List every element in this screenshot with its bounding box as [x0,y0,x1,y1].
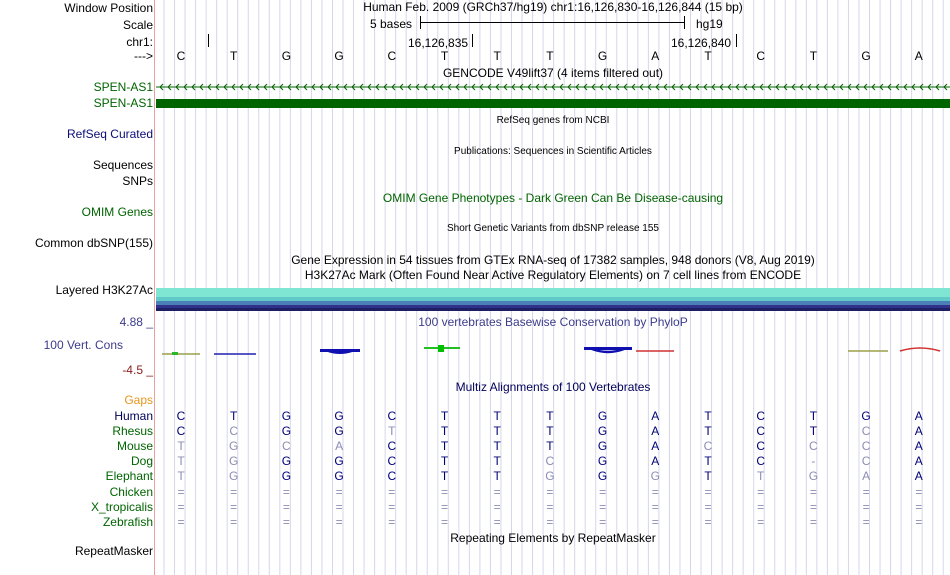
gencode-track-title[interactable]: GENCODE V49lift37 (4 items filtered out) [442,66,664,80]
aligned-base: G [334,409,344,423]
common-dbsnp-label[interactable]: Common dbSNP(155) [34,236,153,250]
aligned-base: = [862,514,870,529]
aligned-base: G [545,469,555,484]
aligned-base: T [704,454,712,469]
aligned-base: G [597,424,608,439]
aligned-base: = [546,499,554,514]
aligned-base: = [599,499,607,514]
aligned-base: T [757,469,765,484]
phylop-mark-7 [438,345,444,352]
aligned-base: T [493,454,501,469]
aligned-base: A [914,454,923,469]
aligned-base: T [177,454,185,469]
publications-track-title[interactable]: Publications: Sequences in Scientific Articles [454,146,652,157]
scale-bar [420,22,684,23]
window-position-label: Window Position [64,1,153,15]
aligned-base: C [176,424,186,439]
phylop-max-label: 4.88 _ [119,315,153,329]
aligned-base: = [177,484,185,499]
reference-bases [0,49,950,63]
aligned-base: = [493,499,501,514]
reference-base: C [176,49,186,63]
aligned-base: = [335,484,343,499]
aligned-base: = [230,514,238,529]
chrom-label: chr1: [126,35,153,49]
layered-h3k27ac-label[interactable]: Layered H3K27Ac [55,283,153,297]
species-label[interactable]: Human [114,409,153,423]
aligned-base: A [914,469,923,484]
aligned-base: = [230,484,238,499]
reference-base: A [914,49,923,63]
species-label[interactable]: Mouse [116,439,153,454]
aligned-base: T [388,424,396,439]
scale-text: 5 bases [370,17,413,31]
repeatmasker-label[interactable]: RepeatMasker [74,544,153,558]
scale-bar-right-tick [684,16,685,29]
aligned-base: T [230,409,238,423]
ruler-tick-1 [208,34,209,47]
aligned-base: = [809,499,817,514]
aligned-base: = [388,514,396,529]
aligned-base: T [493,439,501,454]
aligned-base: = [335,514,343,529]
aligned-base: = [177,514,185,529]
aligned-base: T [546,439,554,454]
aligned-base: A [914,409,923,423]
aligned-base: C [861,439,871,454]
aligned-base: T [177,469,185,484]
refseq-curated-label[interactable]: RefSeq Curated [66,127,153,141]
aligned-base: A [651,424,660,439]
aligned-base: = [809,484,817,499]
aligned-base: = [493,514,501,529]
aligned-base: = [915,499,923,514]
phylop-mark-2 [172,352,178,355]
reference-base: T [809,49,818,63]
aligned-base: T [546,424,554,439]
reference-base: T [230,49,238,63]
multiz-track-title[interactable]: Multiz Alignments of 100 Vertebrates [455,380,651,394]
aligned-base: G [281,424,292,439]
aligned-base: C [387,409,397,423]
phylop-track-title[interactable]: 100 vertebrates Basewise Conservation by PhyloP [418,315,688,329]
coord-label-1: 16,126,835 [408,36,469,50]
aligned-base: G [334,454,344,469]
aligned-base: C [756,454,766,469]
aligned-base: C [176,409,186,423]
aligned-base: = [440,514,448,529]
gaps-label[interactable]: Gaps [124,393,153,407]
coord-label-2: 16,126,840 [671,36,732,50]
species-label[interactable]: X_tropicalis [90,499,153,514]
reference-base: G [861,49,871,63]
aligned-base: A [651,409,660,423]
aligned-base: = [704,514,712,529]
aligned-base: C [387,454,397,469]
aligned-base: G [229,469,239,484]
aligned-base: C [756,439,766,454]
reference-base: T [493,49,501,63]
aligned-base: = [757,484,765,499]
aligned-base: G [597,409,608,423]
aligned-base: T [493,424,501,439]
aligned-base: = [440,499,448,514]
aligned-base: = [757,499,765,514]
reference-base: C [756,49,766,63]
spen-as1-label-2[interactable]: SPEN-AS1 [93,96,153,110]
aligned-base: G [334,469,344,484]
ruler-tick-3 [736,34,737,47]
spen-as1-label-1[interactable]: SPEN-AS1 [93,80,153,94]
aligned-base: C [756,409,766,423]
scale-bar-left-tick [420,16,421,29]
aligned-base: = [862,499,870,514]
refseq-track-title[interactable]: RefSeq genes from NCBI [496,115,610,126]
aligned-base: G [229,439,239,454]
aligned-base: T [440,424,449,439]
aligned-base: C [756,424,766,439]
aligned-base: = [599,484,607,499]
aligned-base: = [704,484,712,499]
dbsnp-track-title[interactable]: Short Genetic Variants from dbSNP release 155 [447,223,659,234]
aligned-base: G [334,424,344,439]
strand-arrow-label: ---> [134,49,153,63]
aligned-base: T [704,409,712,423]
aligned-base: T [809,424,818,439]
aligned-base: C [229,424,239,439]
aligned-base: C [387,469,397,484]
reference-base: A [651,49,660,63]
aligned-base: T [440,409,449,423]
aligned-base: = [230,499,238,514]
aligned-base: = [388,499,396,514]
aligned-base: - [811,454,816,469]
aligned-base: = [599,514,607,529]
reference-base: T [440,49,449,63]
reference-base: C [387,49,397,63]
aligned-base: G [281,409,292,423]
spen-as1-transcript-2[interactable] [156,99,950,108]
aligned-base: C [861,454,871,469]
aligned-base: = [651,499,659,514]
reference-base: T [704,49,712,63]
scale-label: Scale [122,18,153,32]
aligned-base: G [281,469,292,484]
aligned-base: = [388,484,396,499]
snps-label[interactable]: SNPs [122,174,153,188]
aligned-base: G [650,469,660,484]
species-label[interactable]: Zebrafish [102,514,153,529]
aligned-base: C [387,439,397,454]
aligned-base: G [597,469,608,484]
label-panel-separator [154,0,155,575]
aligned-base: = [177,499,185,514]
phylop-signal[interactable] [156,343,950,357]
aligned-base: A [862,469,871,484]
aligned-base: = [282,499,290,514]
h3k27ac-signal[interactable] [156,288,950,311]
aligned-base: C [282,439,291,454]
reference-base: G [597,49,608,63]
aligned-base: C [861,424,871,439]
aligned-base: G [597,454,608,469]
phylop-mark-12 [900,348,940,351]
phylop-min-label: -4.5 _ [122,363,153,377]
aligned-base: A [651,454,660,469]
aligned-base: = [757,514,765,529]
aligned-base: T [704,424,712,439]
aligned-base: = [862,484,870,499]
aligned-base: T [493,409,501,423]
aligned-base: A [651,439,660,454]
aligned-base: = [915,484,923,499]
aligned-base: = [809,514,817,529]
aligned-base: = [493,484,501,499]
aligned-base: = [651,484,659,499]
aligned-base: G [808,469,819,484]
aligned-base: T [809,409,818,423]
aligned-base: T [440,439,449,454]
reference-base: G [281,49,292,63]
assembly-name: hg19 [696,17,723,31]
species-label[interactable]: Chicken [109,484,153,499]
aligned-base: T [704,469,712,484]
h3k27ac-band [156,308,950,311]
aligned-base: T [177,439,185,454]
aligned-base: G [861,409,871,423]
aligned-base: = [546,484,554,499]
species-label[interactable]: Dog [130,454,153,469]
aligned-base: = [546,514,554,529]
sequences-label[interactable]: Sequences [92,158,153,172]
phylop-mark-8 [584,347,632,350]
aligned-base: T [493,469,501,484]
aligned-base: = [651,514,659,529]
aligned-base: = [704,499,712,514]
reference-base: T [546,49,554,63]
aligned-base: A [914,424,923,439]
spen-as1-transcript-1[interactable] [156,82,950,92]
aligned-base: A [335,439,344,454]
aligned-base: = [282,514,290,529]
aligned-base: = [915,514,923,529]
repeatmasker-track-title[interactable]: Repeating Elements by RepeatMasker [450,531,656,545]
position-text: Human Feb. 2009 (GRCh37/hg19) chr1:16,126,830-16,126,844 (15 bp) [363,0,743,14]
aligned-base: T [546,409,554,423]
gtex-track-title[interactable]: Gene Expression in 54 tissues from GTEx RNA-seq of 17382 samples, 948 donors (V8, Aug 2019) [291,253,815,267]
aligned-base: = [335,499,343,514]
aligned-base: T [440,454,449,469]
aligned-base: G [597,439,608,454]
h3k27ac-band [156,288,950,297]
species-label[interactable]: Elephant [105,469,153,484]
aligned-base: A [914,439,923,454]
reference-base: G [334,49,344,63]
h3k27ac-track-title[interactable]: H3K27Ac Mark (Often Found Near Active Regulatory Elements) on 7 cell lines from ENCODE [304,268,802,282]
species-label[interactable]: Rhesus [112,424,153,439]
aligned-base: C [703,439,713,454]
ruler-tick-2 [472,34,473,47]
aligned-base: = [440,484,448,499]
omim-genes-label[interactable]: OMIM Genes [81,205,153,219]
aligned-base: C [545,454,555,469]
phylop-mark-4 [320,349,360,352]
aligned-base: G [229,454,239,469]
vert-cons-label[interactable]: 100 Vert. Cons [43,338,123,352]
aligned-base: T [440,469,449,484]
omim-track-title[interactable]: OMIM Gene Phenotypes - Dark Green Can Be Disease-causing [382,191,724,205]
aligned-base: G [281,454,292,469]
aligned-base: = [282,484,290,499]
aligned-base: C [809,439,818,454]
